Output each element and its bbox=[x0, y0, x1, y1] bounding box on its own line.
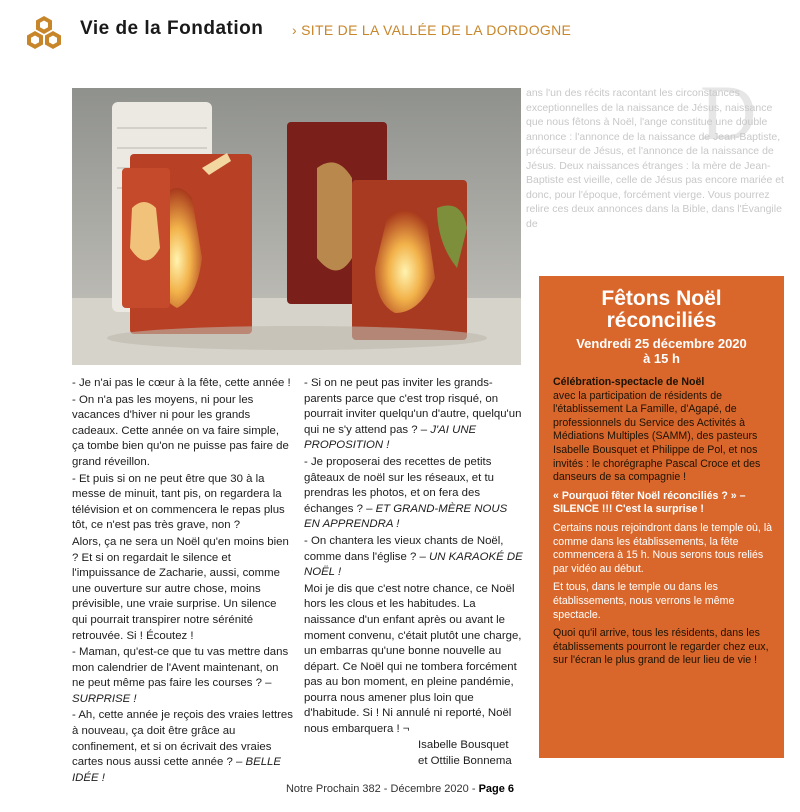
emphasis: SURPRISE ! bbox=[72, 692, 137, 705]
dialogue-line: - On chantera les vieux chants de Noël, comme dans l'église ? – UN KARAOKÉ DE NOËL ! bbox=[304, 534, 523, 579]
event-title: Fêtons Noël réconciliés bbox=[601, 287, 722, 332]
event-paragraph: Et tous, dans le temple ou dans les établissements, nous verrons le même spectacle. bbox=[553, 581, 735, 621]
event-description bbox=[553, 376, 775, 673]
ghost-dropcap: D bbox=[700, 69, 757, 156]
dialogue-line: - Je n'ai pas le cœur à la fête, cette année ! bbox=[72, 377, 291, 389]
section-title: Vie de la Fondation bbox=[80, 18, 264, 39]
honeycomb-logo-icon bbox=[24, 14, 64, 50]
dialogue-line: - On n'a pas les moyens, ni pour les vacances d'hiver ni pour les grands cadeaux. Cette année on va faire simple, ça tombe bien qu'on ne puisse pas faire de grand réveillon. bbox=[72, 393, 289, 468]
ghost-text: ans l'un des récits racontant les circonstances exceptionnelles de la naissance de Jésus, naissance que nous fêtons à Noël, l'ange constitue une double annonce : l'annonce de la naissance de Jean-Baptiste, précurseur de Jésus, et l'annonce de la naissance de Jésus. Deux naissances étranges : la mère de Jean-Baptiste est vieille, celle de Jésus pas encore mariée et donc, pour l'époque, forcément vierge. Vous pourrez relire ces deux annonces dans la Bible, dans l'Évangile de bbox=[526, 87, 784, 230]
dialogue-line: - Je proposerai des recettes de petits gâteaux de noël sur les réseaux, et tu prendras les photos, et on fera des échanges ? – ET GRAND-MÈRE NOUS EN APPRENDRA ! bbox=[304, 455, 508, 531]
lanterns-photo bbox=[72, 88, 521, 365]
event-box bbox=[539, 276, 784, 758]
signature bbox=[418, 738, 528, 769]
event-paragraph: Célébration-spectacle de Noël avec la participation de résidents de l'établissement La Famille, d'Agapé, de professionnels du Service des Activités à Médiations Multiples (SAMM), des pasteurs Isabelle Bousquet et Philippe de Pol, et nos invités : le chorégraphe Pascal Croce et des danseurs de sa compagnie ! bbox=[553, 376, 761, 484]
event-date: Vendredi 25 décembre 2020 à 15 h bbox=[576, 336, 747, 366]
emphasis: ET GRAND-MÈRE NOUS EN APPRENDRA ! bbox=[304, 502, 508, 531]
dialogue-line: - Maman, qu'est-ce que tu vas mettre dans mon calendrier de l'Avent maintenant, on ne peut même pas faire les courses ? – SURPRISE ! bbox=[72, 646, 289, 705]
signature-line-2: et Ottilie Bonnema bbox=[418, 754, 512, 767]
emphasis: BELLE IDÉE ! bbox=[72, 756, 281, 784]
emphasis: UN KARAOKÉ DE NOËL ! bbox=[304, 550, 523, 579]
paragraph: Alors, ça ne sera un Noël qu'en moins bien ? Et si on regardait le silence et l'impuissance de Zacharie, aussi, comme une ouverture sur autre chose, moins prévisible, une vraie surprise. Un silence qui pourrait transpirer notre sérénité retrouvée. Si ! Écoutez ! bbox=[72, 535, 289, 642]
emphasis: J'AI UNE PROPOSITION ! bbox=[304, 423, 477, 452]
dialogue-line: - Ah, cette année je reçois des vraies lettres à nouveau, ça doit être grâce au confinement, et si on écrivait des vraies cartes nous aussi cette année ? – BELLE IDÉE ! bbox=[72, 709, 293, 784]
section-subtitle: › SITE DE LA VALLÉE DE LA DORDOGNE bbox=[292, 22, 572, 38]
event-paragraph: Certains nous rejoindront dans le temple où, là comme dans les établissements, la fête commencera à 15 h. Nous serons tous reliés par vidéo au début. bbox=[553, 521, 773, 575]
dialogue-line: - Si on ne peut pas inviter les grands-parents parce que c'est trop risqué, on pourrait inviter quelqu'un d'autre, quelqu'un qui ne s'y attend pas ? – J'AI UNE PROPOSITION ! bbox=[304, 377, 522, 452]
article-column-2 bbox=[304, 376, 526, 739]
event-paragraph-highlight: « Pourquoi fêter Noël réconciliés ? » – SILENCE !!! C'est la surprise ! bbox=[553, 489, 746, 516]
page-footer: Notre Prochain 382 - Décembre 2020 - Page 6 bbox=[285, 783, 515, 795]
paragraph: Moi je dis que c'est notre chance, ce Noël hors les clous et les habitudes. La naissance d'un enfant après ou avant le moment convenu, c'était plutôt une charge, un embarras qu'une bonne nouvelle au départ. Ce Noël qui ne tombera forcément pas au bon moment, en pleine pandémie, pourra nous amener plus loin que d'habitude. Si ! Ni annulé ni reporté, Noël nous embarquera ! ¬ bbox=[304, 582, 522, 736]
article-column-1 bbox=[72, 376, 294, 787]
dialogue-line: - Et puis si on ne peut être que 30 à la messe de minuit, tant pis, on regardera la télévision et on commencera le repas plus tôt, ce n'est pas très grave, non ? bbox=[72, 472, 285, 532]
page-number: Page 6 bbox=[478, 783, 515, 795]
event-paragraph: Quoi qu'il arrive, tous les résidents, dans les établissements pourront le regarder chez eux, sur l'écran le plus grand de leur lieu de vie ! bbox=[553, 627, 769, 667]
signature-line-1: Isabelle Bousquet bbox=[418, 739, 509, 751]
